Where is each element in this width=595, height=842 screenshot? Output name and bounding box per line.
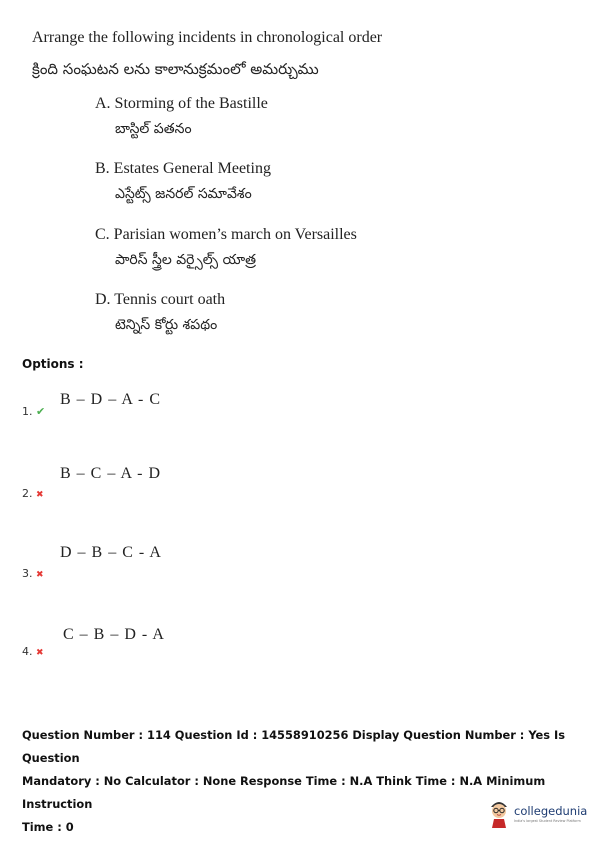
metadata-line-3: Time : 0 — [22, 820, 74, 834]
item-b-english: B. Estates General Meeting — [95, 160, 271, 177]
cross-icon: ✖ — [36, 648, 44, 658]
option-2-number — [22, 487, 44, 500]
item-a-english: A. Storming of the Bastille — [95, 95, 268, 112]
cross-icon: ✖ — [36, 490, 44, 500]
metadata-line-1: Question Number : 114 Question Id : 14558910256 Display Question Number : Yes Is Question — [22, 728, 566, 765]
item-d-english: D. Tennis court oath — [95, 291, 226, 308]
logo-tagline: India's largest Student Review Platform — [514, 818, 581, 823]
metadata-line-2: Mandatory : No Calculator : None Response Time : N.A Think Time : N.A Minimum Instruction — [22, 774, 546, 811]
question-text-telugu: క్రింది సంఘటన లను కాలానుక్రమంలో అమర్చుము — [32, 60, 319, 78]
logo-text — [514, 804, 587, 823]
option-4-number — [22, 645, 44, 658]
collegedunia-logo — [488, 798, 587, 828]
option-1-number — [22, 405, 45, 418]
item-b — [95, 160, 271, 205]
option-1-number-label: 1. — [22, 405, 33, 418]
item-a-telugu: బాస్టిల్ పతనం — [115, 121, 192, 137]
item-a — [95, 95, 268, 140]
item-c — [95, 226, 357, 271]
item-c-telugu: పారిస్ స్త్రీల వర్సైల్స్ యాత్ర — [115, 252, 256, 268]
logo-name: collegedunia — [514, 803, 588, 818]
option-3-number-label: 3. — [22, 567, 33, 580]
item-b-telugu: ఎస్టేట్స్ జనరల్ సమావేశం — [115, 186, 252, 202]
options-label: Options : — [22, 357, 84, 371]
item-d — [95, 291, 225, 336]
option-3-text[interactable]: D – B – C - A — [60, 544, 162, 561]
option-4-text[interactable]: C – B – D - A — [63, 626, 165, 643]
item-c-english: C. Parisian women’s march on Versailles — [95, 226, 357, 243]
option-4-number-label: 4. — [22, 645, 33, 658]
check-icon: ✔ — [36, 405, 46, 418]
cross-icon: ✖ — [36, 570, 44, 580]
item-d-telugu: టెన్నిస్ కోర్టు శపథం — [115, 317, 218, 333]
option-2-text[interactable]: B – C – A - D — [60, 465, 162, 482]
mascot-icon — [488, 798, 510, 828]
question-text-english: Arrange the following incidents in chronological order — [32, 29, 383, 46]
option-1-text[interactable]: B – D – A - C — [60, 391, 162, 408]
option-2-number-label: 2. — [22, 487, 33, 500]
option-3-number — [22, 567, 44, 580]
